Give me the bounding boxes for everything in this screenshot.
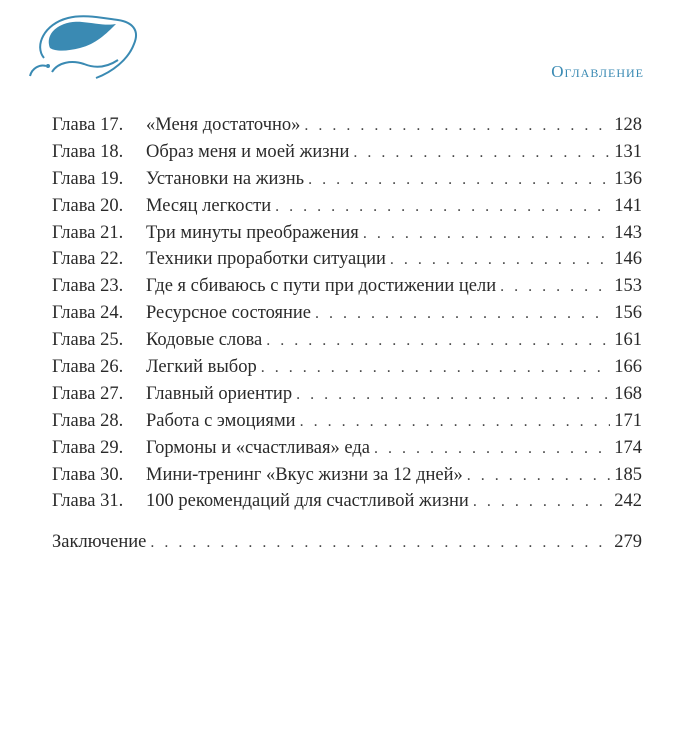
- chapter-number: Глава 25.: [52, 330, 124, 351]
- chapter-title: Установки на жизнь: [146, 168, 305, 189]
- page-number: 168: [614, 383, 642, 404]
- chapter-number: Глава 19.: [52, 168, 124, 189]
- page-number: 143: [614, 222, 642, 243]
- dot-leader: [150, 530, 610, 557]
- chapter-number: Глава 24.: [52, 303, 124, 324]
- chapter-title: 100 рекомендаций для счастливой жизни: [146, 491, 469, 512]
- page-number: 156: [614, 303, 642, 324]
- chapter-number: Глава 30.: [52, 464, 124, 485]
- toc-entry[interactable]: [52, 139, 642, 166]
- chapter-title: Главный ориентир: [146, 383, 293, 404]
- dot-leader: [467, 463, 610, 490]
- page-number: 161: [614, 330, 642, 351]
- chapter-title: Три минуты преображения: [146, 222, 359, 243]
- chapter-title: Мини-тренинг «Вкус жизни за 12 дней»: [146, 464, 463, 485]
- dot-leader: [308, 167, 610, 194]
- chapter-number: Глава 18.: [52, 141, 124, 162]
- toc-entry[interactable]: [52, 300, 642, 327]
- chapter-number: Глава 22.: [52, 249, 124, 270]
- chapter-number: Глава 23.: [52, 276, 124, 297]
- page-number: 136: [614, 168, 642, 189]
- dot-leader: [390, 247, 610, 274]
- toc-entry[interactable]: [52, 166, 642, 193]
- dot-leader: [304, 113, 610, 140]
- chapter-number: Глава 17.: [52, 115, 124, 135]
- chapter-title: Техники проработки ситуации: [146, 249, 386, 270]
- chapter-number: Глава 27.: [52, 383, 124, 404]
- toc-entry[interactable]: [52, 193, 642, 220]
- chapter-number: Глава 20.: [52, 195, 124, 216]
- dot-leader: [363, 221, 610, 248]
- chapter-number: Глава 26.: [52, 357, 124, 378]
- conclusion-title: Заключение: [52, 532, 147, 553]
- toc-entry[interactable]: [52, 273, 642, 300]
- drop-ornament-icon: [22, 10, 142, 85]
- toc-entry[interactable]: [52, 354, 642, 381]
- toc-entry-conclusion[interactable]: [52, 529, 642, 556]
- toc-entry[interactable]: [52, 488, 642, 515]
- dot-leader: [500, 274, 610, 301]
- chapter-title: Работа с эмоциями: [146, 410, 296, 431]
- page-number: 141: [614, 195, 642, 216]
- page-number: 146: [614, 249, 642, 270]
- dot-leader: [261, 355, 611, 382]
- chapter-title: «Меня достаточно»: [146, 115, 301, 135]
- toc-entry[interactable]: [52, 435, 642, 462]
- dot-leader: [473, 489, 610, 516]
- dot-leader: [275, 194, 610, 221]
- section-title: Оглавление: [551, 62, 644, 81]
- toc-entry[interactable]: [52, 462, 642, 489]
- toc-entry[interactable]: [52, 112, 642, 139]
- dot-leader: [374, 436, 610, 463]
- chapter-title: Легкий выбор: [146, 357, 257, 378]
- chapter-number: Глава 29.: [52, 437, 124, 458]
- page-number: 131: [614, 141, 642, 162]
- page-number: 242: [614, 491, 642, 512]
- chapter-title: Гормоны и «счастливая» еда: [146, 437, 370, 458]
- dot-leader: [296, 382, 610, 409]
- page-number: 153: [614, 276, 642, 297]
- toc-entry[interactable]: [52, 327, 642, 354]
- page-number: 128: [614, 115, 642, 135]
- page-number: 185: [614, 464, 642, 485]
- chapter-title: Где я сбиваюсь с пути при достижении цели: [146, 276, 497, 297]
- table-of-contents: [52, 112, 642, 556]
- toc-entry[interactable]: [52, 246, 642, 273]
- toc-entry[interactable]: [52, 220, 642, 247]
- toc-entry[interactable]: [52, 381, 642, 408]
- page-number: 174: [614, 437, 642, 458]
- page-number: 166: [614, 357, 642, 378]
- chapter-title: Кодовые слова: [146, 330, 263, 351]
- dot-leader: [315, 301, 610, 328]
- chapter-number: Глава 21.: [52, 222, 124, 243]
- chapter-title: Месяц легкости: [146, 195, 272, 216]
- chapter-number: Глава 28.: [52, 410, 124, 431]
- dot-leader: [266, 328, 610, 355]
- page-number: 279: [614, 532, 642, 553]
- dot-leader: [300, 409, 611, 436]
- dot-leader: [353, 140, 610, 167]
- chapter-title: Ресурсное состояние: [146, 303, 312, 324]
- chapter-number: Глава 31.: [52, 491, 124, 512]
- chapter-title: Образ меня и моей жизни: [146, 141, 350, 162]
- toc-entry[interactable]: [52, 408, 642, 435]
- page-number: 171: [614, 410, 642, 431]
